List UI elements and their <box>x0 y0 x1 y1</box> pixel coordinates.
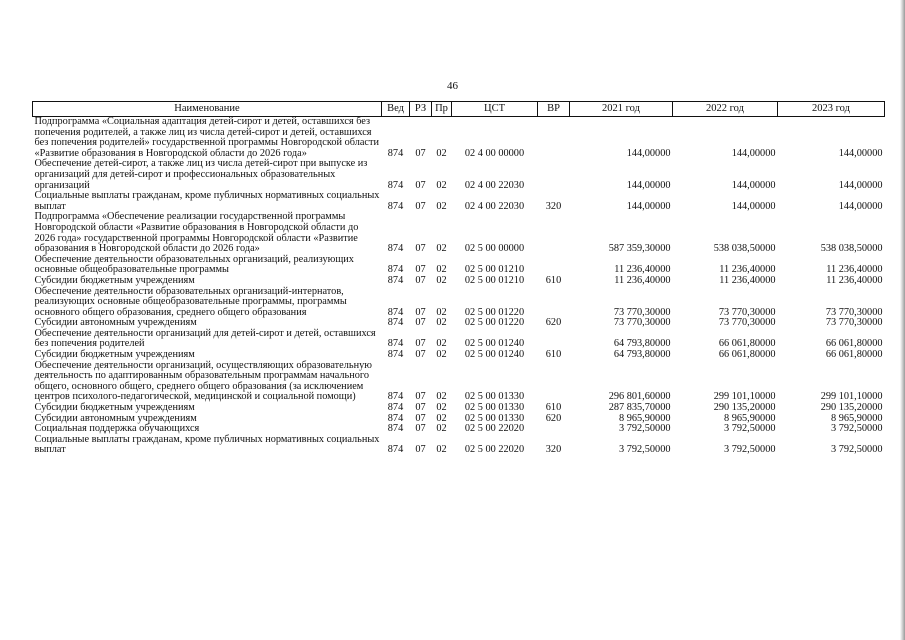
cell-cst: 02 5 00 01220 <box>464 317 525 329</box>
cell-vr <box>538 212 570 254</box>
cell-cst: 02 5 00 01210 <box>464 274 525 286</box>
cell-name: Социальные выплаты гражданам, кроме публичных нормативных социальных выплат <box>34 190 380 212</box>
cell-2022: 144,00000 <box>731 200 776 212</box>
cell-cst: 02 5 00 22020 <box>464 444 525 456</box>
cell-name: Субсидии бюджетным учреждениям <box>34 349 195 361</box>
cell-vr: 610 <box>545 402 562 414</box>
col-header-pr: Пр <box>432 102 452 117</box>
cell-vr <box>538 159 570 191</box>
cell-vr: 620 <box>545 317 562 329</box>
cell-2022: 144,00000 <box>731 147 776 159</box>
cell-rz: 07 <box>415 274 426 286</box>
cell-vr: 320 <box>545 444 562 456</box>
cell-name: Обеспечение деятельности организаций, осуществляющих образовательную деятельность по адаптированным образовательным программам начального общего, основного общего, среднего общего образования (за исключением центров психолого-педагогической, медицинской и социальной помощи) <box>34 359 372 403</box>
cell-2021: 11 236,40000 <box>614 274 671 286</box>
cell-2023: 8 965,90000 <box>831 412 883 424</box>
cell-ved: 874 <box>387 402 404 414</box>
cell-ved: 874 <box>387 349 404 361</box>
cell-pr: 02 <box>436 402 447 414</box>
cell-pr: 02 <box>436 391 447 403</box>
cell-ved: 874 <box>387 338 404 350</box>
cell-rz: 07 <box>415 200 426 212</box>
cell-ved: 874 <box>387 306 404 318</box>
cell-ved: 874 <box>387 264 404 276</box>
cell-cst: 02 5 00 01330 <box>464 412 525 424</box>
cell-2023: 73 770,30000 <box>825 306 883 318</box>
cell-2022: 66 061,80000 <box>718 338 776 350</box>
cell-2022: 11 236,40000 <box>719 274 776 286</box>
cell-2023: 66 061,80000 <box>825 338 883 350</box>
cell-2022: 3 792,50000 <box>724 423 776 435</box>
cell-cst: 02 5 00 01210 <box>464 264 525 276</box>
cell-pr: 02 <box>436 200 447 212</box>
cell-2023: 144,00000 <box>838 200 883 212</box>
table-header-row <box>33 102 885 117</box>
cell-cst: 02 4 00 22030 <box>464 200 525 212</box>
table-row <box>33 435 885 456</box>
cell-pr: 02 <box>436 338 447 350</box>
cell-2023: 299 101,10000 <box>820 391 883 403</box>
cell-2021: 287 835,70000 <box>608 402 671 414</box>
cell-2021: 3 792,50000 <box>619 444 671 456</box>
table-row <box>33 117 885 160</box>
cell-name: Социальные выплаты гражданам, кроме публичных нормативных социальных выплат <box>34 433 380 456</box>
cell-rz: 07 <box>415 444 426 456</box>
cell-2022: 290 135,20000 <box>713 402 776 414</box>
cell-ved: 874 <box>387 179 404 191</box>
cell-rz: 07 <box>415 423 426 435</box>
cell-2021: 11 236,40000 <box>614 264 671 276</box>
col-header-cst: ЦСТ <box>452 102 538 117</box>
cell-rz: 07 <box>415 306 426 318</box>
cell-2022: 3 792,50000 <box>724 444 776 456</box>
cell-2023: 11 236,40000 <box>826 274 883 286</box>
cell-2023: 66 061,80000 <box>825 349 883 361</box>
cell-pr: 02 <box>436 412 447 424</box>
table-row <box>33 287 885 319</box>
col-header-2021: 2021 год <box>570 102 673 117</box>
cell-2021: 144,00000 <box>626 200 671 212</box>
cell-ved: 874 <box>387 444 404 456</box>
cell-name: Подпрограмма «Обеспечение реализации государственной программы Новгородской области «Развитие образования в Новгородской области до 2026 года» государственной программы Новгородской области «Развитие образования в Новгородской области до 2026 года» <box>34 211 359 255</box>
col-header-2022: 2022 год <box>673 102 778 117</box>
cell-pr: 02 <box>436 349 447 361</box>
cell-vr <box>538 424 570 435</box>
cell-name: Обеспечение детей-сирот, а также лиц из числа детей-сирот при выпуске из организаций для детей-сирот и профессиональных образовательных организаций <box>34 158 368 191</box>
cell-rz: 07 <box>415 391 426 403</box>
cell-cst: 02 4 00 00000 <box>464 147 525 159</box>
cell-rz: 07 <box>415 338 426 350</box>
cell-rz: 07 <box>415 147 426 159</box>
cell-2021: 64 793,80000 <box>613 338 671 350</box>
cell-rz: 07 <box>415 179 426 191</box>
cell-cst: 02 5 00 22020 <box>464 423 525 435</box>
cell-vr: 610 <box>545 349 562 361</box>
cell-2021: 144,00000 <box>626 147 671 159</box>
cell-2022: 73 770,30000 <box>718 306 776 318</box>
cell-cst: 02 5 00 00000 <box>464 243 525 255</box>
cell-name: Субсидии автономным учреждениям <box>34 317 197 329</box>
col-header-vr: ВР <box>538 102 570 117</box>
cell-pr: 02 <box>436 264 447 276</box>
cell-rz: 07 <box>415 402 426 414</box>
table-row <box>33 276 885 287</box>
cell-pr: 02 <box>436 243 447 255</box>
cell-2021: 8 965,90000 <box>619 412 671 424</box>
col-header-2023: 2023 год <box>778 102 885 117</box>
table-row <box>33 329 885 350</box>
cell-2023: 3 792,50000 <box>831 423 883 435</box>
cell-cst: 02 4 00 22030 <box>464 179 525 191</box>
cell-ved: 874 <box>387 200 404 212</box>
cell-name: Обеспечение деятельности образовательных организаций-интернатов, реализующих основные общеобразовательные программы, программы основного общего образования, среднего общего образования <box>34 285 347 318</box>
cell-2023: 144,00000 <box>838 147 883 159</box>
page-number: 46 <box>447 80 458 92</box>
cell-rz: 07 <box>415 412 426 424</box>
cell-name: Подпрограмма «Социальная адаптация детей-сирот и детей, оставшихся без попечения родителей, а также лиц из числа детей-сирот и детей, оставшихся без попечения родителей» государственной программы Новгородской области «Развитие образования в Новгородской области до 2026 года» <box>34 116 380 159</box>
cell-2023: 538 038,50000 <box>820 243 883 255</box>
col-header-rz: РЗ <box>410 102 432 117</box>
cell-rz: 07 <box>415 349 426 361</box>
budget-table <box>32 101 885 456</box>
cell-2022: 8 965,90000 <box>724 412 776 424</box>
cell-name: Обеспечение деятельности организаций для детей-сирот и детей, оставшихся без попечения родителей <box>34 327 376 350</box>
cell-2022: 66 061,80000 <box>718 349 776 361</box>
cell-ved: 874 <box>387 391 404 403</box>
cell-2021: 73 770,30000 <box>613 317 671 329</box>
cell-vr <box>538 255 570 276</box>
cell-vr: 610 <box>545 274 562 286</box>
cell-name: Социальная поддержка обучающихся <box>34 423 200 435</box>
cell-2023: 290 135,20000 <box>820 402 883 414</box>
cell-rz: 07 <box>415 264 426 276</box>
cell-2023: 11 236,40000 <box>826 264 883 276</box>
cell-2023: 3 792,50000 <box>831 444 883 456</box>
cell-vr <box>538 361 570 403</box>
cell-2022: 144,00000 <box>731 179 776 191</box>
table-row <box>33 159 885 191</box>
cell-2021: 64 793,80000 <box>613 349 671 361</box>
cell-ved: 874 <box>387 423 404 435</box>
cell-2021: 296 801,60000 <box>608 391 671 403</box>
col-header-name: Наименование <box>33 102 382 117</box>
cell-ved: 874 <box>387 274 404 286</box>
cell-cst: 02 5 00 01240 <box>464 338 525 350</box>
cell-2022: 299 101,10000 <box>713 391 776 403</box>
table-row <box>33 212 885 254</box>
cell-cst: 02 5 00 01330 <box>464 402 525 414</box>
table-row <box>33 361 885 403</box>
cell-ved: 874 <box>387 317 404 329</box>
scan-edge-shadow <box>900 0 905 640</box>
cell-2021: 3 792,50000 <box>619 423 671 435</box>
cell-cst: 02 5 00 01240 <box>464 349 525 361</box>
cell-ved: 874 <box>387 412 404 424</box>
cell-2022: 73 770,30000 <box>718 317 776 329</box>
cell-2022: 538 038,50000 <box>713 243 776 255</box>
cell-pr: 02 <box>436 444 447 456</box>
cell-pr: 02 <box>436 306 447 318</box>
col-header-ved: Вед <box>382 102 410 117</box>
cell-pr: 02 <box>436 317 447 329</box>
cell-2021: 73 770,30000 <box>613 306 671 318</box>
cell-vr: 320 <box>545 200 562 212</box>
cell-rz: 07 <box>415 243 426 255</box>
cell-name: Субсидии бюджетным учреждениям <box>34 274 195 286</box>
cell-2021: 587 359,30000 <box>608 243 671 255</box>
cell-rz: 07 <box>415 317 426 329</box>
cell-2022: 11 236,40000 <box>719 264 776 276</box>
cell-2021: 144,00000 <box>626 179 671 191</box>
cell-vr <box>538 329 570 350</box>
cell-pr: 02 <box>436 423 447 435</box>
cell-name: Субсидии бюджетным учреждениям <box>34 402 195 414</box>
table-row <box>33 191 885 212</box>
cell-cst: 02 5 00 01220 <box>464 306 525 318</box>
cell-pr: 02 <box>436 274 447 286</box>
cell-name: Субсидии автономным учреждениям <box>34 412 197 424</box>
cell-cst: 02 5 00 01330 <box>464 391 525 403</box>
table-body <box>33 117 885 457</box>
cell-2023: 144,00000 <box>838 179 883 191</box>
cell-ved: 874 <box>387 243 404 255</box>
cell-pr: 02 <box>436 147 447 159</box>
cell-ved: 874 <box>387 147 404 159</box>
cell-2023: 73 770,30000 <box>825 317 883 329</box>
cell-vr: 620 <box>545 412 562 424</box>
cell-vr <box>538 117 570 160</box>
table-row <box>33 255 885 276</box>
cell-name: Обеспечение деятельности образовательных организаций, реализующих основные общеобразовательные программы <box>34 253 354 276</box>
cell-pr: 02 <box>436 179 447 191</box>
cell-vr <box>538 287 570 319</box>
